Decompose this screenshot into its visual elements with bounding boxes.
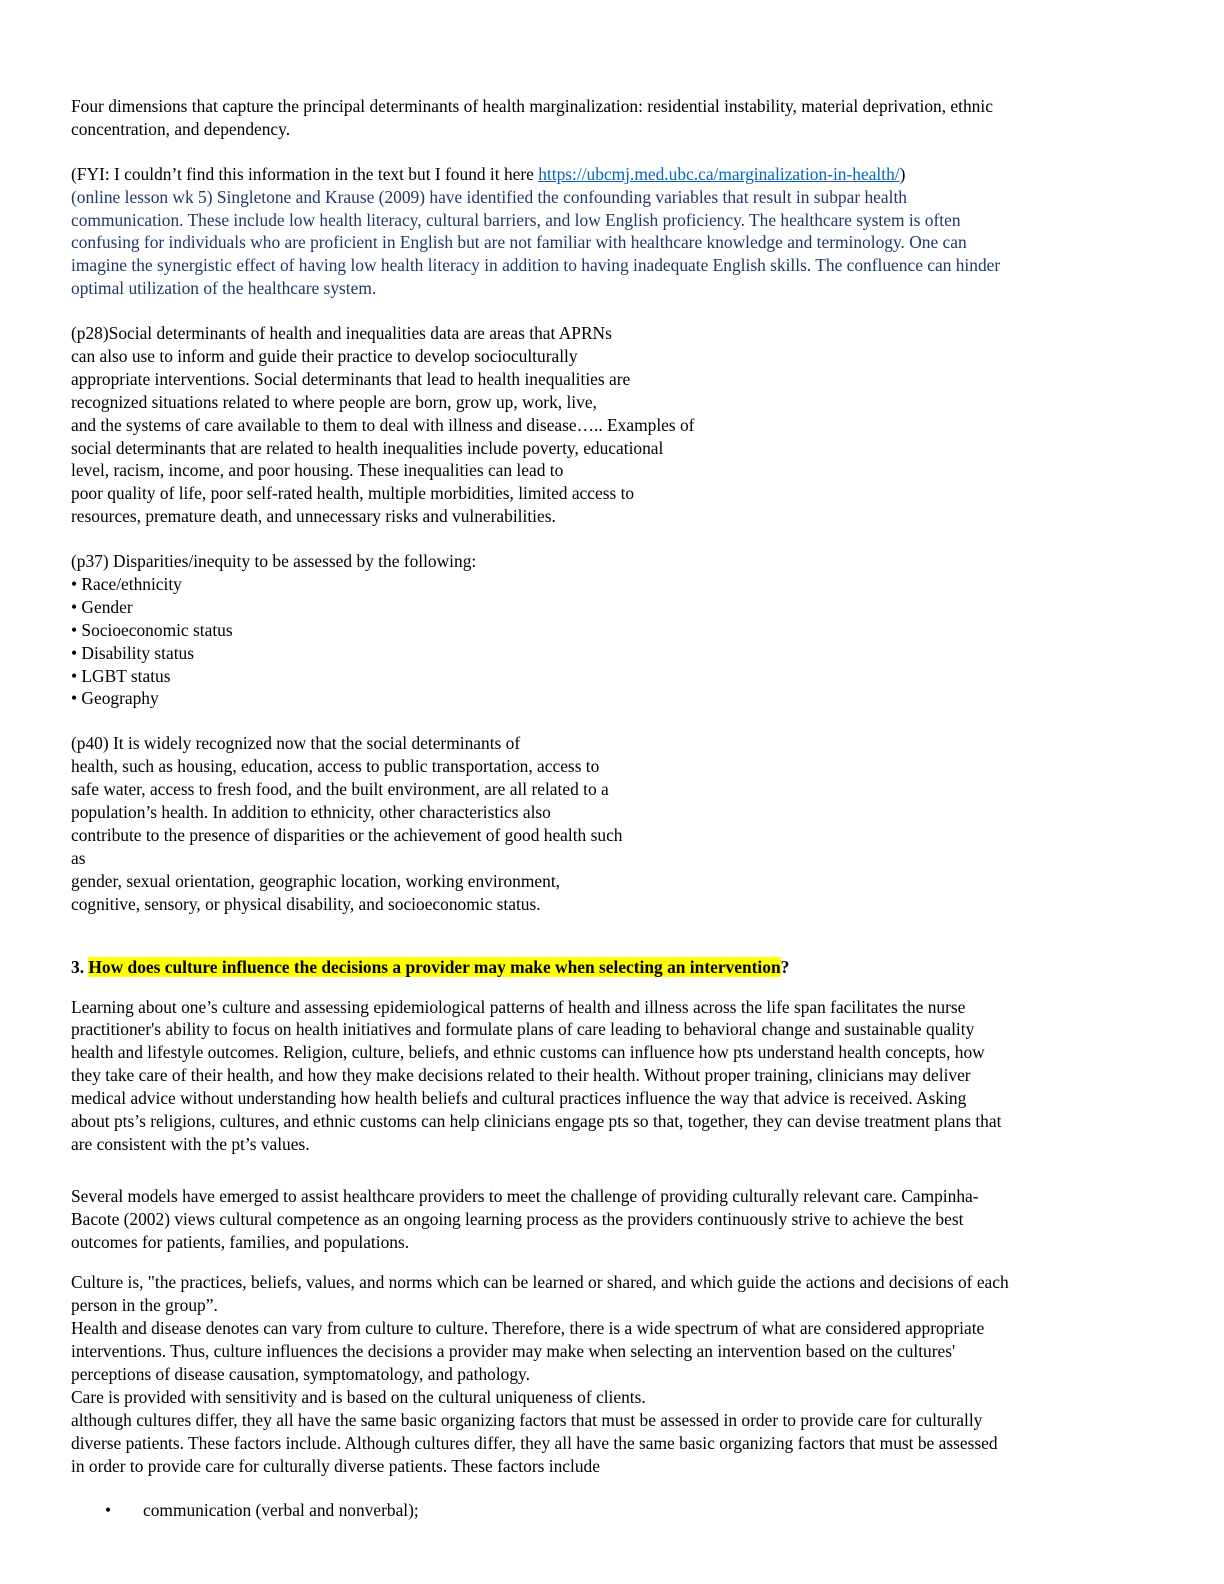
text-line: perceptions of disease causation, symptomatology, and pathology. [71,1363,530,1384]
document-page [71,95,1146,1522]
list-item: • LGBT status [71,665,171,686]
paragraph-p28 [71,322,1146,528]
text-line: person in the group”. [71,1295,218,1316]
text-line: Several models have emerged to assist healthcare providers to meet the challenge of providing culturally relevant care. Campinha- [71,1185,979,1206]
text-line: resources, premature death, and unnecessary risks and vulnerabilities. [71,506,556,527]
text-line: in order to provide care for culturally diverse patients. These factors include [71,1455,600,1476]
text-line: poor quality of life, poor self-rated health, multiple morbidities, limited access to [71,483,635,504]
text-line: Bacote (2002) views cultural competence as an ongoing learning process as the providers continuously strive to achieve the best [71,1208,964,1229]
heading-question: How does culture influence the decisions a provider may make when selecting an intervention [88,956,781,977]
text-line: contribute to the presence of disparities or the achievement of good health such [71,824,623,845]
text-line: about pts’s religions, cultures, and ethnic customs can help clinicians engage pts so that, together, they can devise treatment plans that [71,1110,1002,1131]
text-line: Care is provided with sensitivity and is based on the cultural uniqueness of clients. [71,1386,646,1407]
text-line: optimal utilization of the healthcare system. [71,278,377,299]
text-line: are consistent with the pt’s values. [71,1133,310,1154]
factor-list [71,1499,1146,1522]
list-item: • Gender [71,596,133,617]
text-line: cognitive, sensory, or physical disability, and socioeconomic status. [71,893,541,914]
heading-number: 3. [71,956,89,977]
text-line: Health and disease denotes can vary from culture to culture. Therefore, there is a wide spectrum of what are considered appropriate [71,1318,985,1339]
bullet-icon: • [105,1500,112,1521]
text-line: appropriate interventions. Social determinants that lead to health inequalities are [71,368,631,389]
text-line: although cultures differ, they all have the same basic organizing factors that must be assessed in order to provide care for culturally [71,1409,983,1430]
paragraph-culture-definition [71,1271,1146,1477]
text-line: imagine the synergistic effect of having low health literacy in addition to having inadequate English skills. The confluence can hinder [71,255,1001,276]
list-item: • Geography [71,688,159,709]
text-line: level, racism, income, and poor housing. These inequalities can lead to [71,460,564,481]
text-line: as [71,847,86,868]
text-line: concentration, and dependency. [71,118,291,139]
text-line: interventions. Thus, culture influences the decisions a provider may make when selecting an intervention based on the cultures' [71,1341,956,1362]
text-line: communication. These include low health literacy, cultural barriers, and low English proficiency. The healthcare system is often [71,209,961,230]
text-line: practitioner's ability to focus on health initiatives and formulate plans of care leading to behavioral change and sustainable quality [71,1019,975,1040]
text-line: can also use to inform and guide their practice to develop socioculturally [71,346,578,367]
text-line: population’s health. In addition to ethnicity, other characteristics also [71,802,551,823]
fyi-suffix: ) [899,163,906,184]
fyi-line [71,163,1146,186]
text-line: health and lifestyle outcomes. Religion, culture, beliefs, and ethnic customs can influence how pts understand health concepts, how [71,1042,985,1063]
text-line: (p40) It is widely recognized now that the social determinants of [71,733,521,754]
text-line: social determinants that are related to health inequalities include poverty, educational [71,437,664,458]
text-line: diverse patients. These factors include. Although cultures differ, they all have the same basic organizing factors that must be assessed [71,1432,998,1453]
list-item-text: communication (verbal and nonverbal); [143,1500,419,1521]
list-item: • Socioeconomic status [71,619,233,640]
paragraph-fyi [71,163,1146,300]
text-line: medical advice without understanding how health beliefs and cultural practices influence the way that advice is received. Asking [71,1088,967,1109]
text-line: they take care of their health, and how they make decisions related to their health. Without proper training, clinicians may deliver [71,1065,971,1086]
text-line: safe water, access to fresh food, and the built environment, are all related to a [71,779,609,800]
list-item: • Disability status [71,642,194,663]
text-line: (p28)Social determinants of health and inequalities data are areas that APRNs [71,323,612,344]
text-line: Four dimensions that capture the principal determinants of health marginalization: residential instability, material deprivation, ethnic [71,96,993,116]
text-line: gender, sexual orientation, geographic location, working environment, [71,870,560,891]
paragraph-p37 [71,550,1146,710]
paragraph-p40 [71,732,1146,915]
text-line: Learning about one’s culture and assessing epidemiological patterns of health and illness across the life span facilitates the nurse [71,996,966,1017]
text-line: and the systems of care available to them to deal with illness and disease….. Examples of [71,414,695,435]
text-line: outcomes for patients, families, and populations. [71,1231,410,1252]
text-line: recognized situations related to where people are born, grow up, work, live, [71,391,597,412]
text-line: confusing for individuals who are proficient in English but are not familiar with healthcare knowledge and terminology. One can [71,232,967,253]
text-line: health, such as housing, education, access to public transportation, access to [71,756,600,777]
heading-end: ? [780,956,790,977]
list-item: • Race/ethnicity [71,574,182,595]
text-line: Culture is, "the practices, beliefs, values, and norms which can be learned or shared, and which guide the actions and decisions of each [71,1272,1009,1293]
list-item [71,1499,1146,1522]
paragraph-marginalization [71,95,1146,141]
fyi-prefix: (FYI: I couldn’t find this information in the text but I found it here [71,163,539,184]
text-line: (p37) Disparities/inequity to be assessed by the following: [71,551,477,572]
paragraph-models [71,1185,1146,1254]
text-line: (online lesson wk 5) Singletone and Krause (2009) have identified the confounding variables that result in subpar health [71,186,907,207]
marginalization-link[interactable]: https://ubcmj.med.ubc.ca/marginalization-in-health/ [538,163,900,184]
question-heading [71,955,1146,979]
paragraph-learning-culture [71,996,1146,1156]
